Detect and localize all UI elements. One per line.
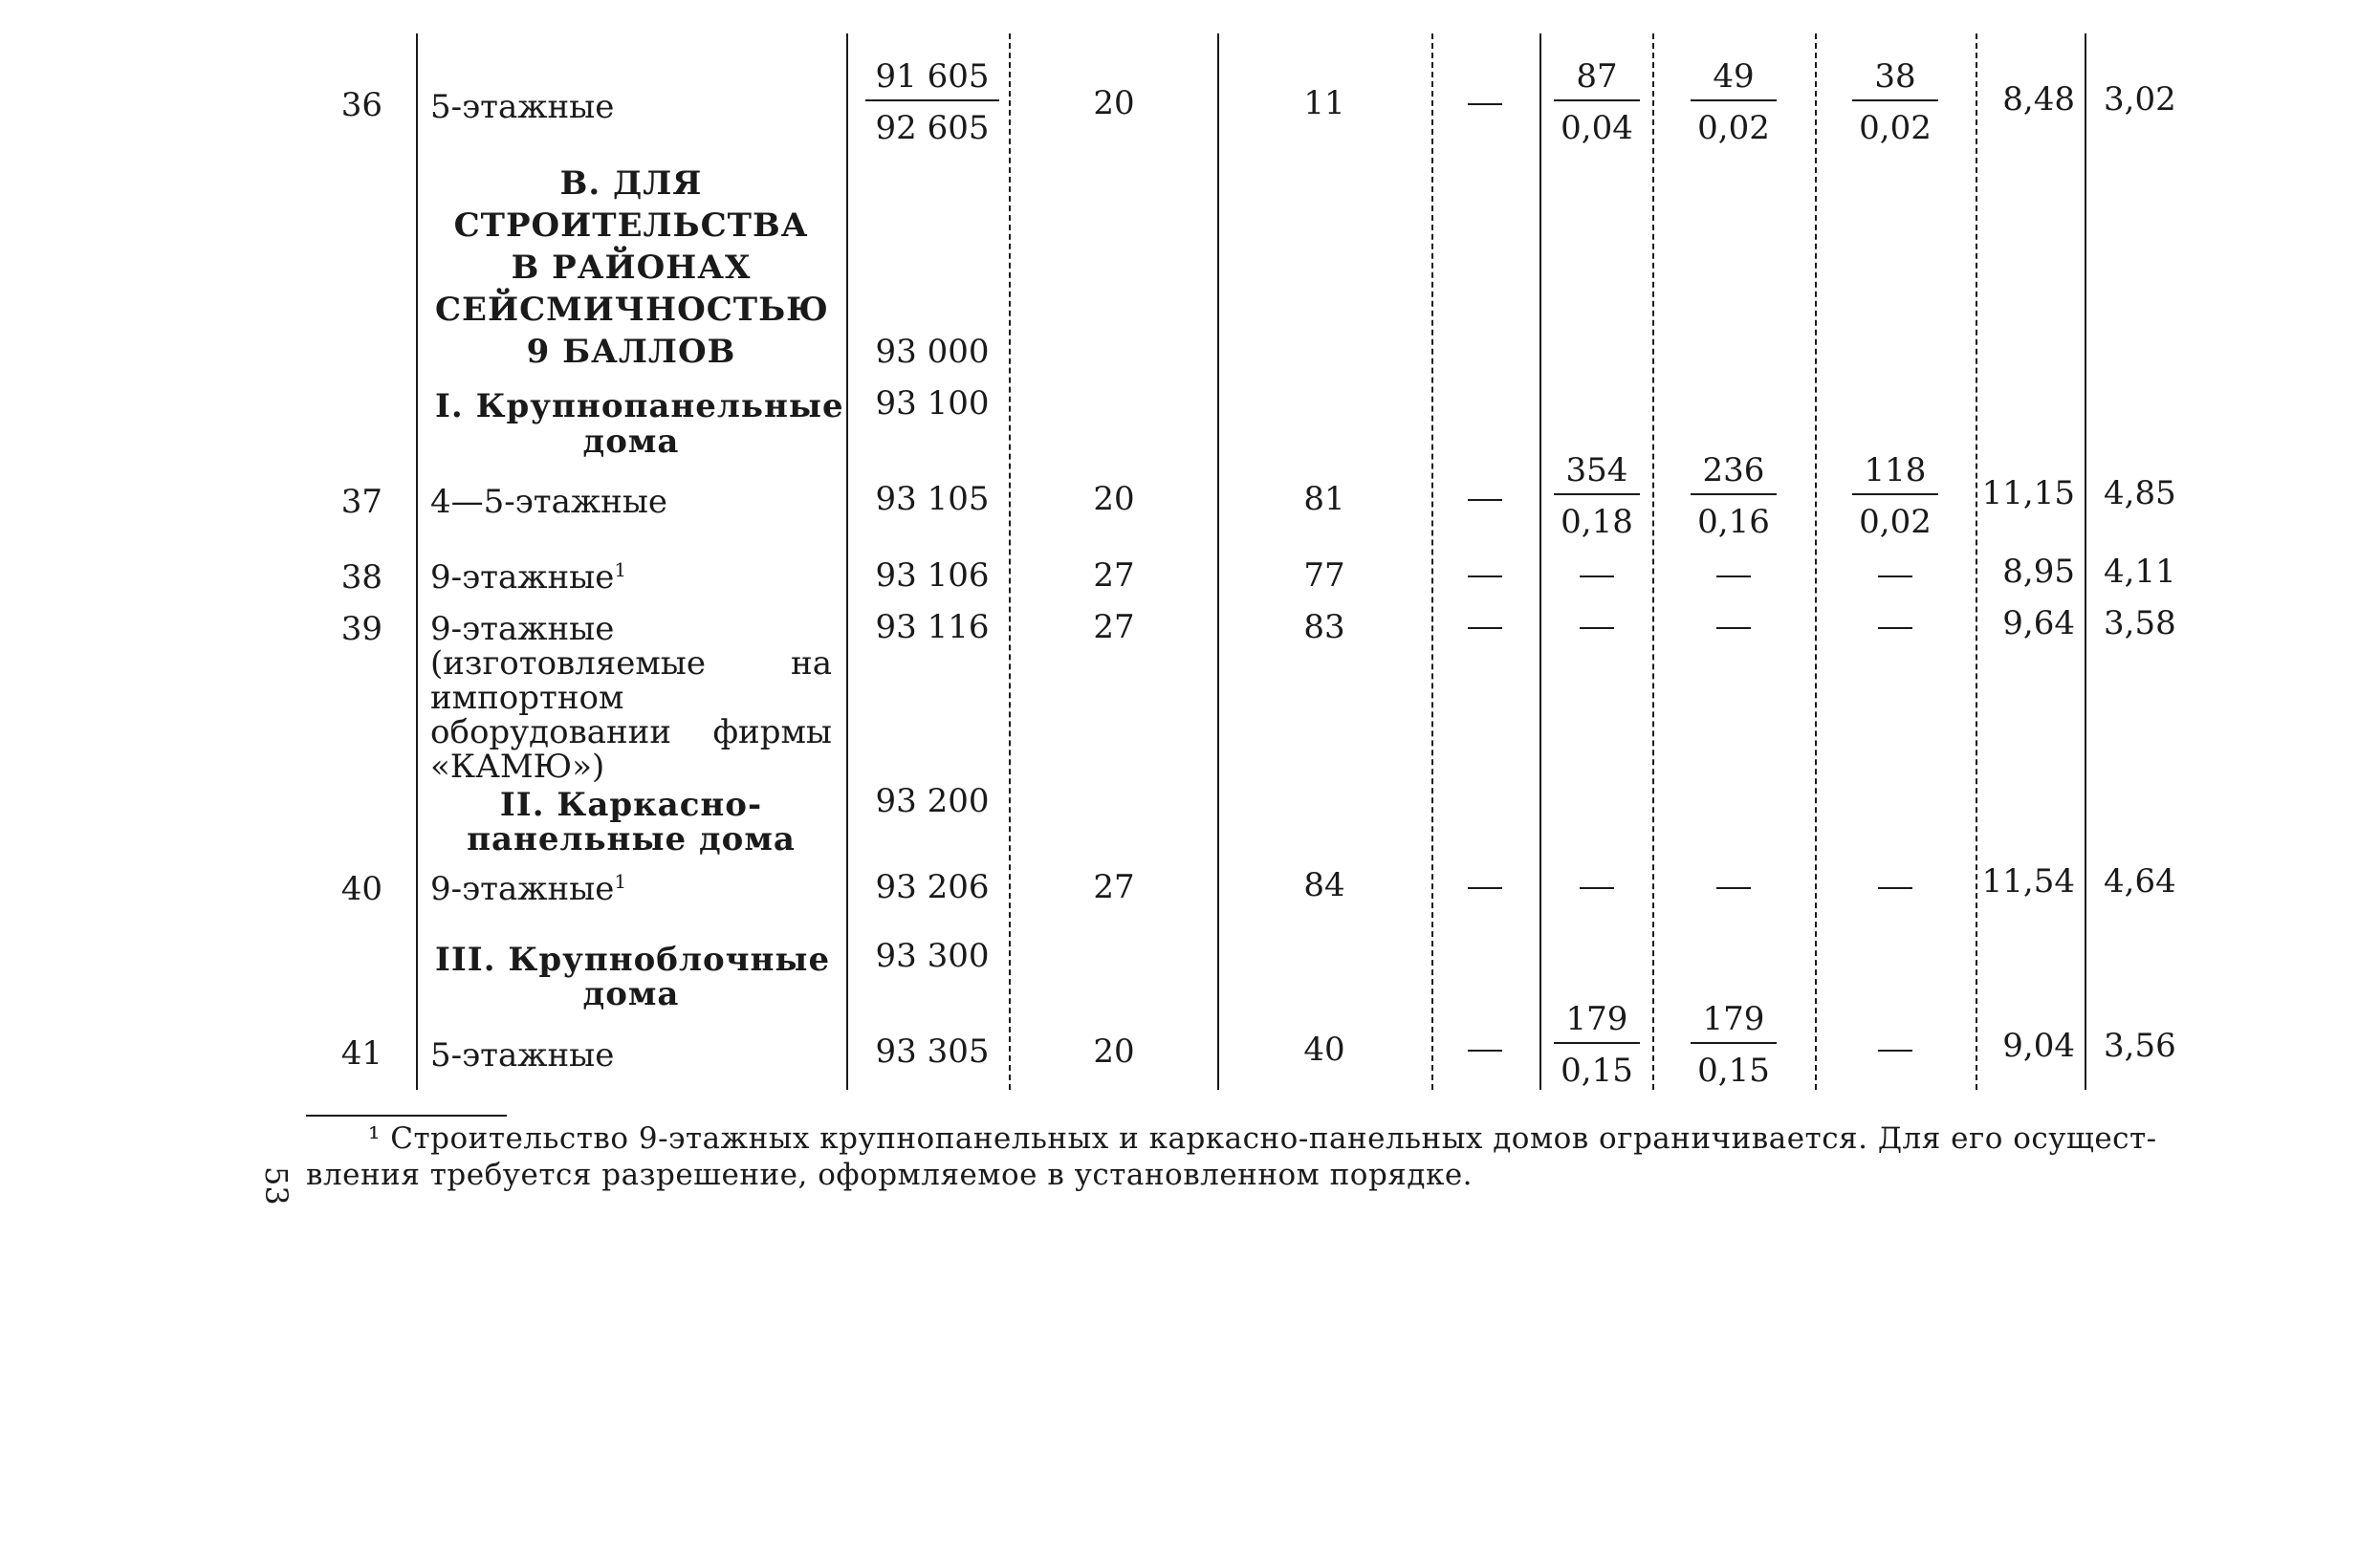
c7-numerator: 236	[1691, 451, 1777, 495]
cell-c9: 9,64	[2002, 604, 2075, 642]
row-number: 38	[340, 558, 382, 597]
column-rule	[2085, 33, 2086, 1090]
c8-numerator: 38	[1852, 57, 1938, 101]
row-name	[430, 870, 626, 908]
cell-c9: 11,54	[1981, 862, 2075, 901]
cell-c4: 81	[1303, 480, 1345, 518]
c7-denominator: 0,16	[1697, 503, 1770, 541]
cell-c7-fraction	[1671, 57, 1796, 147]
column-rule	[846, 33, 848, 1090]
section-code: 93 000	[875, 333, 990, 371]
row-code: 93 106	[875, 556, 990, 595]
dash	[1878, 627, 1912, 629]
c7-denominator: 0,15	[1697, 1052, 1770, 1090]
subsection-heading: дома	[582, 423, 680, 461]
c8-numerator: 118	[1852, 451, 1938, 495]
cell-c9: 8,95	[2002, 553, 2075, 591]
c7-numerator: 49	[1691, 57, 1777, 101]
cell-c3: 27	[1093, 608, 1135, 646]
dash	[1468, 887, 1502, 889]
column-rule	[1976, 33, 1977, 1090]
row-code: 93 206	[875, 868, 990, 906]
column-rule	[1431, 33, 1433, 1090]
row-name-text: 9-этажные	[430, 870, 615, 908]
column-rule	[416, 33, 418, 1090]
cell-c10: 4,11	[2104, 553, 2176, 591]
dash	[1468, 499, 1502, 501]
cell-c8-fraction	[1833, 57, 1957, 147]
subsection-heading: II. Каркасно-	[499, 786, 763, 824]
page-number: 53	[258, 1166, 295, 1205]
cell-c10: 3,02	[2104, 80, 2176, 119]
dash	[1716, 887, 1751, 889]
column-rule	[1815, 33, 1817, 1090]
cell-c4: 40	[1303, 1031, 1345, 1069]
column-rule	[1539, 33, 1541, 1090]
subsection-heading: III. Крупноблочные	[435, 941, 831, 979]
subsection-heading: панельные дома	[467, 820, 796, 858]
cell-c10: 3,56	[2104, 1027, 2176, 1065]
cell-c10: 4,64	[2104, 862, 2176, 901]
c8-denominator: 0,02	[1859, 109, 1932, 147]
dash	[1580, 887, 1614, 889]
dash	[1580, 576, 1614, 577]
dash	[1468, 627, 1502, 629]
cell-c9: 8,48	[2002, 80, 2075, 119]
subsection-heading: I. Крупнопанельные	[435, 387, 844, 425]
dash	[1468, 576, 1502, 577]
row-code: 93 116	[875, 608, 990, 646]
footnote-mark: 1	[614, 558, 627, 581]
cell-c4: 84	[1303, 866, 1345, 904]
row-name: 4—5-этажные	[430, 483, 667, 521]
cell-c4: 83	[1303, 608, 1345, 646]
c7-denominator: 0,02	[1697, 109, 1770, 147]
dash	[1580, 627, 1614, 629]
cell-c9: 9,04	[2002, 1027, 2075, 1065]
cell-c7-fraction	[1671, 451, 1796, 541]
code-numerator: 91 605	[865, 57, 999, 101]
footnote-text: вления требуется разрешение, оформляемое в установленном порядке.	[306, 1158, 1474, 1192]
c6-denominator: 0,18	[1561, 503, 1633, 541]
section-heading: СЕЙСМИЧНОСТЬЮ	[435, 291, 829, 329]
cell-c7-fraction	[1671, 1000, 1796, 1090]
dash	[1878, 887, 1912, 889]
row-code: 93 105	[875, 480, 990, 518]
row-number: 39	[340, 610, 382, 648]
cell-c3: 27	[1093, 556, 1135, 595]
c6-numerator: 179	[1554, 1000, 1640, 1044]
cell-c6-fraction	[1535, 1000, 1659, 1090]
cell-c10: 3,58	[2104, 604, 2176, 642]
footnote-rule	[306, 1115, 507, 1117]
footnote-text: ¹ Строительство 9-этажных крупнопанельных и каркасно-панельных домов ограничивается. Для его осущест-	[368, 1121, 2157, 1156]
row-name: 5-этажные	[430, 88, 615, 126]
subsection-code: 93 100	[875, 384, 990, 423]
cell-c8-fraction	[1833, 451, 1957, 541]
row-number: 37	[340, 483, 382, 521]
cell-c9: 11,15	[1981, 474, 2075, 512]
subsection-heading: дома	[582, 975, 680, 1013]
row-number: 41	[340, 1034, 382, 1073]
cell-c3: 20	[1093, 84, 1135, 122]
row-code: 93 305	[875, 1032, 990, 1071]
c6-numerator: 87	[1554, 57, 1640, 101]
subsection-code: 93 300	[875, 937, 990, 975]
cell-c4: 77	[1303, 556, 1345, 595]
subsection-code: 93 200	[875, 782, 990, 820]
row-number: 40	[340, 870, 382, 908]
row-number: 36	[340, 86, 382, 124]
row-name: 9-этажные (изготовляемые на импортном оборудовании фирмы «КАМЮ»)	[430, 610, 832, 786]
row-name	[430, 558, 626, 597]
cell-c3: 20	[1093, 480, 1135, 518]
row-name: 5-этажные	[430, 1036, 615, 1075]
cell-c6-fraction	[1535, 451, 1659, 541]
column-rule	[1217, 33, 1219, 1090]
dash	[1468, 103, 1502, 105]
column-rule	[1652, 33, 1654, 1090]
c6-numerator: 354	[1554, 451, 1640, 495]
footnote-mark: 1	[614, 870, 627, 893]
c7-numerator: 179	[1691, 1000, 1777, 1044]
column-rule	[1009, 33, 1011, 1090]
c6-denominator: 0,04	[1561, 109, 1633, 147]
cell-c6-fraction	[1535, 57, 1659, 147]
dash	[1878, 1050, 1912, 1052]
c8-denominator: 0,02	[1859, 503, 1932, 541]
row-name-text: 9-этажные	[430, 558, 615, 597]
section-heading: В РАЙОНАХ	[511, 249, 752, 287]
dash	[1716, 576, 1751, 577]
c6-denominator: 0,15	[1561, 1052, 1633, 1090]
dash	[1468, 1050, 1502, 1052]
section-heading: 9 БАЛЛОВ	[526, 333, 736, 371]
section-heading: В. ДЛЯ	[559, 164, 703, 203]
cell-c3: 20	[1093, 1032, 1135, 1071]
dash	[1878, 576, 1912, 577]
code-denominator: 92 605	[875, 109, 990, 147]
code-fraction	[865, 57, 999, 147]
cell-c4: 11	[1303, 84, 1345, 122]
cell-c10: 4,85	[2104, 474, 2176, 512]
section-heading: СТРОИТЕЛЬСТВА	[453, 206, 809, 245]
dash	[1716, 627, 1751, 629]
cell-c3: 27	[1093, 868, 1135, 906]
